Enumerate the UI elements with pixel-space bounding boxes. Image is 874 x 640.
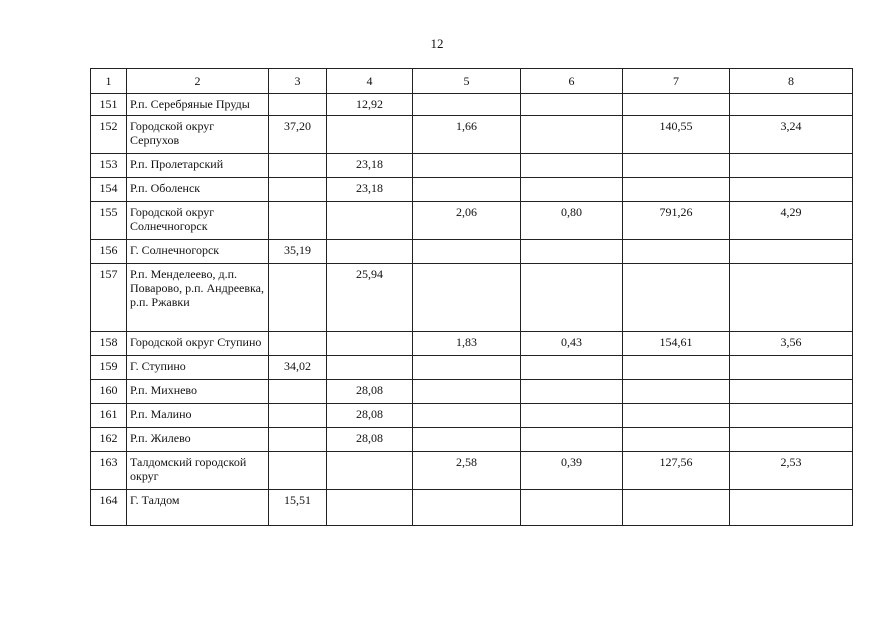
- header-row: [91, 69, 853, 94]
- col7-cell: [623, 94, 730, 116]
- col7-cell: 791,26: [623, 202, 730, 240]
- row-number-cell: 162: [91, 428, 127, 452]
- col4-cell: 23,18: [327, 154, 413, 178]
- row-number-cell: 161: [91, 404, 127, 428]
- col3-cell: [269, 154, 327, 178]
- col8-cell: [730, 356, 853, 380]
- col6-cell: [521, 178, 623, 202]
- column-header: 3: [269, 69, 327, 94]
- col7-cell: [623, 154, 730, 178]
- column-header: 5: [413, 69, 521, 94]
- col7-cell: [623, 404, 730, 428]
- col8-cell: 4,29: [730, 202, 853, 240]
- data-table: [90, 68, 853, 526]
- col3-cell: 37,20: [269, 116, 327, 154]
- table-row: [91, 490, 853, 526]
- column-header: 2: [127, 69, 269, 94]
- col3-cell: [269, 452, 327, 490]
- table-row: [91, 380, 853, 404]
- column-header: 7: [623, 69, 730, 94]
- col4-cell: [327, 332, 413, 356]
- row-name-cell: Р.п. Малино: [127, 404, 269, 428]
- col5-cell: 2,06: [413, 202, 521, 240]
- col4-cell: [327, 490, 413, 526]
- row-name-cell: Р.п. Жилево: [127, 428, 269, 452]
- col7-cell: [623, 428, 730, 452]
- row-name-cell: Городской округ Ступино: [127, 332, 269, 356]
- row-number-cell: 164: [91, 490, 127, 526]
- col6-cell: 0,39: [521, 452, 623, 490]
- table-row: [91, 202, 853, 240]
- col6-cell: [521, 154, 623, 178]
- col5-cell: [413, 94, 521, 116]
- col8-cell: [730, 264, 853, 332]
- table-row: [91, 178, 853, 202]
- col8-cell: 3,56: [730, 332, 853, 356]
- col6-cell: [521, 380, 623, 404]
- col4-cell: [327, 202, 413, 240]
- column-header: 1: [91, 69, 127, 94]
- table-row: [91, 452, 853, 490]
- col8-cell: [730, 380, 853, 404]
- table-row: [91, 264, 853, 332]
- column-header: 4: [327, 69, 413, 94]
- col5-cell: [413, 178, 521, 202]
- col5-cell: [413, 356, 521, 380]
- col5-cell: [413, 490, 521, 526]
- table-row: [91, 94, 853, 116]
- table-row: [91, 116, 853, 154]
- col5-cell: [413, 154, 521, 178]
- col3-cell: [269, 380, 327, 404]
- col8-cell: 3,24: [730, 116, 853, 154]
- row-number-cell: 153: [91, 154, 127, 178]
- col5-cell: [413, 380, 521, 404]
- col8-cell: [730, 404, 853, 428]
- col3-cell: [269, 94, 327, 116]
- row-name-cell: Г. Ступино: [127, 356, 269, 380]
- col7-cell: [623, 264, 730, 332]
- row-number-cell: 155: [91, 202, 127, 240]
- col7-cell: [623, 380, 730, 404]
- col3-cell: 35,19: [269, 240, 327, 264]
- row-number-cell: 158: [91, 332, 127, 356]
- col6-cell: [521, 356, 623, 380]
- col6-cell: [521, 404, 623, 428]
- col4-cell: [327, 240, 413, 264]
- col6-cell: 0,43: [521, 332, 623, 356]
- col6-cell: [521, 240, 623, 264]
- col6-cell: [521, 94, 623, 116]
- row-number-cell: 163: [91, 452, 127, 490]
- col4-cell: [327, 452, 413, 490]
- col8-cell: [730, 154, 853, 178]
- col3-cell: 34,02: [269, 356, 327, 380]
- row-name-cell: Р.п. Серебряные Пруды: [127, 94, 269, 116]
- col8-cell: [730, 490, 853, 526]
- col8-cell: [730, 178, 853, 202]
- col7-cell: 127,56: [623, 452, 730, 490]
- col4-cell: [327, 356, 413, 380]
- col4-cell: [327, 116, 413, 154]
- col3-cell: [269, 332, 327, 356]
- col6-cell: [521, 428, 623, 452]
- row-name-cell: Р.п. Менделеево, д.п. Поварово, р.п. Андреевка, р.п. Ржавки: [127, 264, 269, 332]
- row-name-cell: Р.п. Оболенск: [127, 178, 269, 202]
- table-row: [91, 240, 853, 264]
- col3-cell: [269, 202, 327, 240]
- col7-cell: [623, 178, 730, 202]
- col3-cell: [269, 404, 327, 428]
- table-row: [91, 332, 853, 356]
- column-header: 6: [521, 69, 623, 94]
- col3-cell: [269, 264, 327, 332]
- col6-cell: [521, 490, 623, 526]
- row-number-cell: 151: [91, 94, 127, 116]
- row-number-cell: 152: [91, 116, 127, 154]
- col7-cell: 154,61: [623, 332, 730, 356]
- col4-cell: 25,94: [327, 264, 413, 332]
- row-name-cell: Г. Солнечногорск: [127, 240, 269, 264]
- col5-cell: [413, 264, 521, 332]
- table-body: [91, 69, 853, 526]
- row-name-cell: Р.п. Пролетарский: [127, 154, 269, 178]
- table-row: [91, 404, 853, 428]
- col4-cell: 28,08: [327, 404, 413, 428]
- table-row: [91, 428, 853, 452]
- row-name-cell: Талдомский городской округ: [127, 452, 269, 490]
- col6-cell: 0,80: [521, 202, 623, 240]
- col4-cell: 28,08: [327, 380, 413, 404]
- col4-cell: 28,08: [327, 428, 413, 452]
- row-number-cell: 154: [91, 178, 127, 202]
- row-name-cell: Городской округ Серпухов: [127, 116, 269, 154]
- col5-cell: [413, 240, 521, 264]
- col8-cell: 2,53: [730, 452, 853, 490]
- col4-cell: 23,18: [327, 178, 413, 202]
- col5-cell: 2,58: [413, 452, 521, 490]
- col6-cell: [521, 116, 623, 154]
- col5-cell: [413, 404, 521, 428]
- col3-cell: [269, 428, 327, 452]
- col8-cell: [730, 240, 853, 264]
- col5-cell: 1,66: [413, 116, 521, 154]
- col5-cell: [413, 428, 521, 452]
- col3-cell: 15,51: [269, 490, 327, 526]
- row-number-cell: 159: [91, 356, 127, 380]
- table-row: [91, 356, 853, 380]
- column-header: 8: [730, 69, 853, 94]
- row-number-cell: 157: [91, 264, 127, 332]
- col5-cell: 1,83: [413, 332, 521, 356]
- row-number-cell: 160: [91, 380, 127, 404]
- table-row: [91, 154, 853, 178]
- col7-cell: [623, 490, 730, 526]
- col7-cell: 140,55: [623, 116, 730, 154]
- col8-cell: [730, 94, 853, 116]
- col3-cell: [269, 178, 327, 202]
- col6-cell: [521, 264, 623, 332]
- row-number-cell: 156: [91, 240, 127, 264]
- row-name-cell: Р.п. Михнево: [127, 380, 269, 404]
- col8-cell: [730, 428, 853, 452]
- col4-cell: 12,92: [327, 94, 413, 116]
- row-name-cell: Городской округ Солнечногорск: [127, 202, 269, 240]
- page-number: 12: [430, 36, 444, 51]
- row-name-cell: Г. Талдом: [127, 490, 269, 526]
- col7-cell: [623, 356, 730, 380]
- col7-cell: [623, 240, 730, 264]
